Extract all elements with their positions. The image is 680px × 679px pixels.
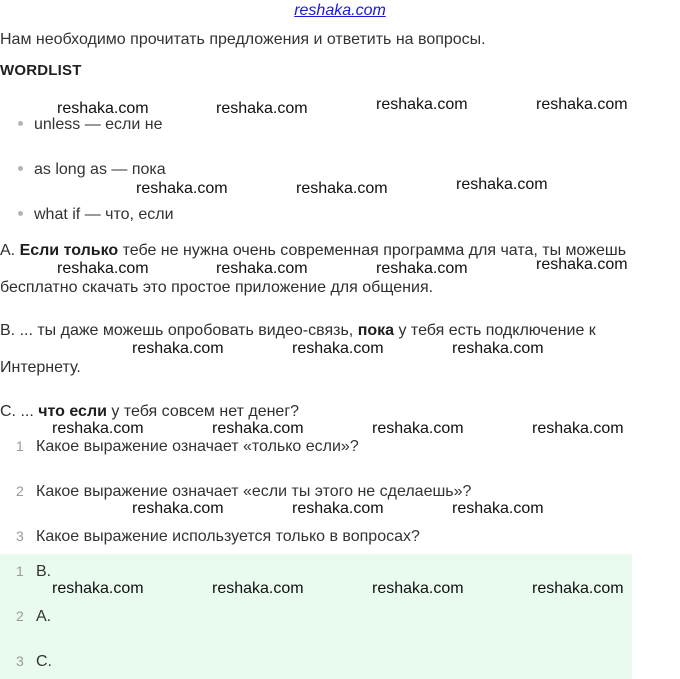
watermark: reshaka.com [52, 420, 144, 437]
answer-text: A. [36, 608, 52, 625]
watermark: reshaka.com [372, 580, 464, 597]
watermark: reshaka.com [212, 580, 304, 597]
watermark: reshaka.com [536, 96, 628, 113]
sentence-keyword: Если только [19, 242, 119, 259]
watermark: reshaka.com [57, 100, 149, 117]
wordlist-item [18, 161, 166, 179]
answer-item [16, 653, 52, 671]
question-item [16, 438, 359, 456]
watermark: reshaka.com [532, 420, 624, 437]
wordlist-item [18, 206, 174, 224]
question-text: Какое выражение используется только в вопросах? [36, 528, 420, 545]
bullet-icon [18, 166, 23, 171]
sentence-keyword: что если [38, 403, 107, 420]
wordlist-item [18, 116, 163, 134]
answer-item [16, 608, 51, 626]
wordlist-heading: WORDLIST [0, 62, 82, 79]
watermark: reshaka.com [376, 96, 468, 113]
bullet-icon [18, 121, 23, 126]
question-number: 1 [16, 438, 24, 454]
answer-text: C. [36, 653, 52, 670]
sentence-prefix: B. ... ты даже можешь опробовать видео-связь, [0, 322, 358, 339]
watermark: reshaka.com [57, 260, 149, 277]
watermark: reshaka.com [452, 500, 544, 517]
answer-number: 3 [16, 653, 24, 669]
watermark: reshaka.com [132, 500, 224, 517]
watermark: reshaka.com [292, 500, 384, 517]
watermark: reshaka.com [296, 180, 388, 197]
answers-panel [0, 554, 632, 679]
watermark: reshaka.com [52, 580, 144, 597]
sentence-rest: у тебя есть подключение к Интернету. [0, 322, 596, 376]
sentence-rest: тебе не нужна очень современная программа для чата, ты можешь бесплатно скачать это простое приложение для общения. [0, 242, 627, 296]
bullet-icon [18, 211, 23, 216]
watermark: reshaka.com [532, 580, 624, 597]
question-number: 2 [16, 483, 24, 499]
intro-text: Нам необходимо прочитать предложения и ответить на вопросы. [0, 31, 486, 48]
watermark: reshaka.com [536, 256, 628, 273]
answer-number: 2 [16, 608, 24, 624]
watermark: reshaka.com [216, 100, 308, 117]
watermark: reshaka.com [136, 180, 228, 197]
question-text: Какое выражение означает «если ты этого не сделаешь»? [36, 483, 472, 500]
site-header-link[interactable]: reshaka.com [294, 2, 386, 19]
question-item [16, 483, 471, 501]
sentence-keyword: пока [357, 322, 395, 339]
watermark: reshaka.com [376, 260, 468, 277]
watermark: reshaka.com [216, 260, 308, 277]
wordlist-item-text: as long as — пока [34, 161, 166, 178]
wordlist-item-text: unless — если не [34, 116, 163, 133]
watermark: reshaka.com [372, 420, 464, 437]
wordlist-item-text: what if — что, если [34, 206, 174, 223]
watermark: reshaka.com [212, 420, 304, 437]
sentence-rest: у тебя совсем нет денег? [106, 403, 300, 420]
question-item [16, 528, 420, 546]
question-text: Какое выражение означает «только если»? [36, 438, 359, 455]
answer-number: 1 [16, 563, 24, 579]
watermark: reshaka.com [456, 176, 548, 193]
answer-text: B. [36, 563, 52, 580]
watermark: reshaka.com [452, 340, 544, 357]
sentence-prefix: C. ... [0, 403, 39, 420]
watermark: reshaka.com [292, 340, 384, 357]
watermark: reshaka.com [132, 340, 224, 357]
question-number: 3 [16, 528, 24, 544]
sentence-prefix: A. [0, 242, 20, 259]
answer-item [16, 563, 51, 581]
